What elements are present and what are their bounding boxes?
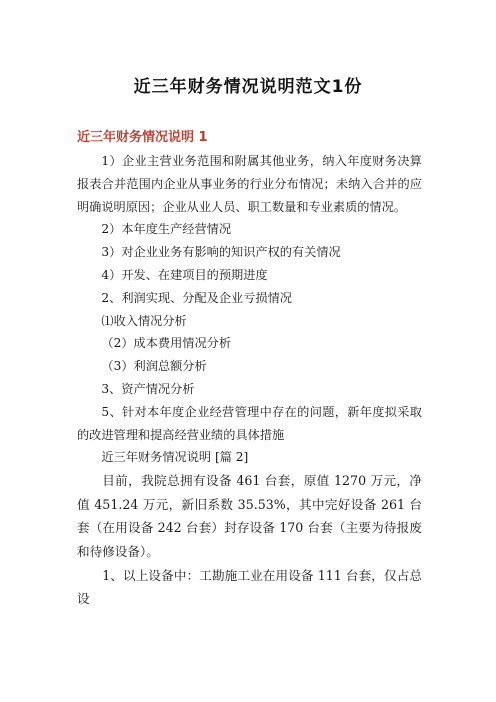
paragraph-production-status: 2）本年度生产经营情况 xyxy=(101,222,232,237)
document-title: 近三年财务情况说明范文1份 xyxy=(133,77,363,97)
paragraph-asset-heading: 3、资产情况分析 xyxy=(101,381,195,396)
paragraph-equipment-detail: 1、以上设备中：工勘施工业在用设备 111 台套，仅占总设 xyxy=(77,567,422,607)
paragraph-business-scope: 1）企业主营业务范围和附属其他业务，纳入年度财务决算报表合并范围内企业从事业务的行业分布情况；未纳入合并的应明确说明原因；企业从业人员、职工数量和专业素质的情况。 xyxy=(77,154,422,214)
paragraph-article-2-heading: 近三年财务情况说明 [篇 2] xyxy=(101,450,249,465)
paragraph-cost-analysis: （2）成本费用情况分析 xyxy=(101,336,232,351)
paragraph-profit-heading: 2、利润实现、分配及企业亏损情况 xyxy=(101,290,292,305)
paragraph-project-progress: 4）开发、在建项目的预期进度 xyxy=(101,267,268,282)
document-body xyxy=(77,150,422,611)
paragraph-income-analysis: ⑴收入情况分析 xyxy=(101,313,187,328)
paragraph-equipment-summary: 目前，我院总拥有设备 461 台套，原值 1270 万元，净值 451.24 万元，新旧系数 35.53%，其中完好设备 261 台套（在用设备 242 台套）封存设备 170 台套（主要为待报废和待修设备）。 xyxy=(77,473,422,559)
section-heading: 近三年财务情况说明 1 xyxy=(77,130,208,145)
paragraph-intellectual-property: 3）对企业业务有影响的知识产权的有关情况 xyxy=(101,245,341,260)
paragraph-improvement-measures: 5、针对本年度企业经营管理中存在的问题，新年度拟采取的改进管理和提高经营业绩的具体措施 xyxy=(77,404,422,442)
paragraph-profit-analysis: （3）利润总额分析 xyxy=(101,359,207,374)
